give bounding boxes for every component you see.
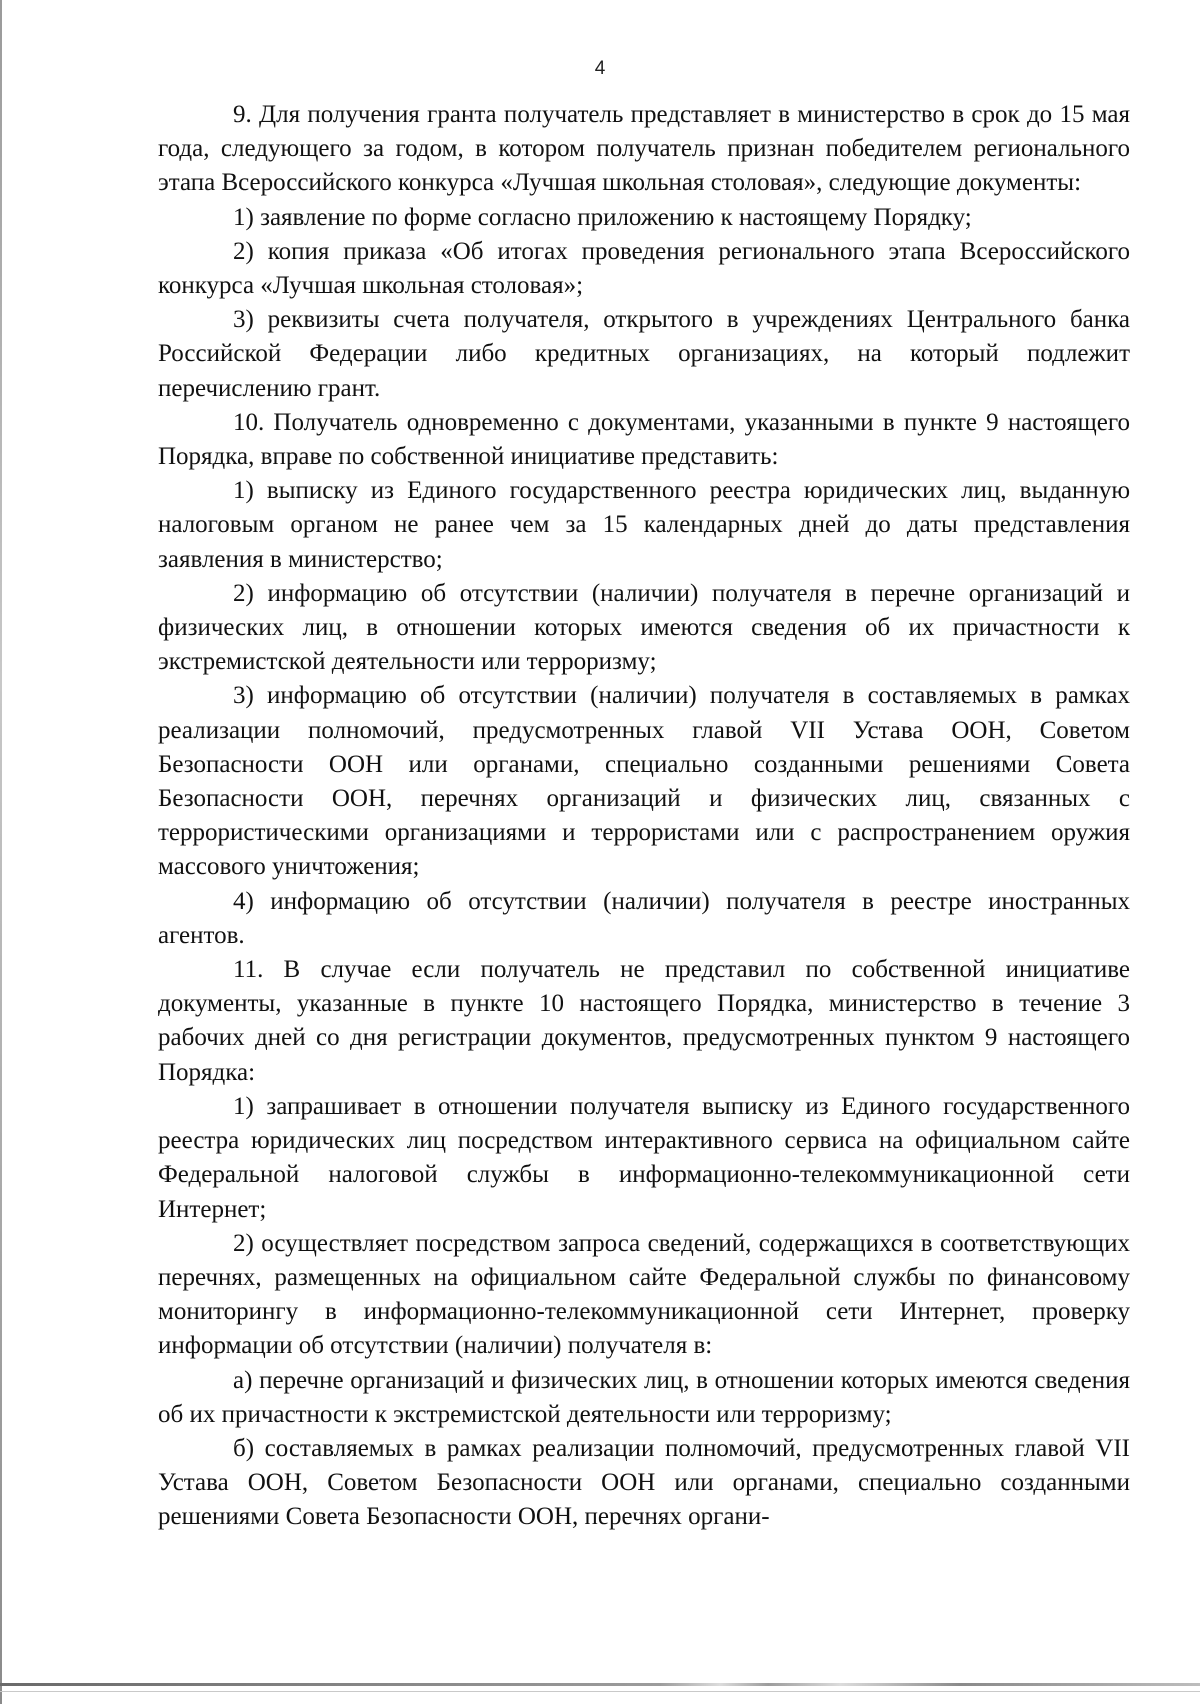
paragraph-11: 11. В случае если получатель не представил по собственной инициативе документы, указанные в пункте 10 настоящего Порядка, министерство в течение 3 рабочих дней со дня регистрации документов, предусмотренных пунктом 9 настоящего Порядка: bbox=[158, 956, 1130, 1086]
paragraph-11-item-1: 1) запрашивает в отношении получателя выписку из Единого государственного реестра юридических лиц посредством интерактивного сервиса на официальном сайте Федеральной налоговой службы в информационно-телекоммуникационной сети Интернет; bbox=[158, 1092, 1130, 1223]
paragraph-9: 9. Для получения гранта получатель представляет в министерство в срок до 15 мая года, следующего за годом, в котором получатель признан победителем регионального этапа Всероссийского конкурса «Лучшая школьная столовая», следующие документы: bbox=[158, 101, 1130, 197]
paragraph-11-item-2: 2) осуществляет посредством запроса сведений, содержащихся в соответствующих перечнях, размещенных на официальном сайте Федеральной службы по финансовому мониторингу в информационно-телекоммуникационной сети Интернет, проверку информации об отсутствии (наличии) получателя в: bbox=[158, 1229, 1130, 1360]
paragraph-9-item-3: 3) реквизиты счета получателя, открытого в учреждениях Центрального банка Российской Федерации либо кредитных организациях, на который подлежит перечислению грант. bbox=[158, 306, 1130, 402]
paragraph-10-item-3: 3) информацию об отсутствии (наличии) получателя в составляемых в рамках реализации полномочий, предусмотренных главой VII Устава ООН, Советом Безопасности ООН или органами, специально созданными решениями Совета Безопасности ООН, перечнях организаций и физических лиц, связанных с террористическими организациями и террористами или с распространением оружия массового уничтожения; bbox=[158, 682, 1130, 881]
scan-bottom-edge bbox=[0, 1683, 1200, 1686]
paragraph-10-item-1: 1) выписку из Единого государственного реестра юридических лиц, выданную налоговым органом не ранее чем за 15 календарных дней до даты представления заявления в министерство; bbox=[158, 477, 1130, 573]
paragraph-11-item-2-b: б) составляемых в рамках реализации полномочий, предусмотренных главой VII Устава ООН, Советом Безопасности ООН или органами, специально созданными решениями Совета Безопасности ООН, перечнях органи- bbox=[158, 1434, 1130, 1531]
paragraph-9-item-1: 1) заявление по форме согласно приложению к настоящему Порядку; bbox=[233, 203, 972, 231]
paragraph-11-item-2-a: а) перечне организаций и физических лиц, в отношении которых имеются сведения об их причастности к экстремистской деятельности или терроризму; bbox=[158, 1366, 1130, 1428]
paragraph-10-item-4: 4) информацию об отсутствии (наличии) получателя в реестре иностранных агентов. bbox=[158, 887, 1130, 949]
page-number: 4 bbox=[594, 58, 606, 79]
paragraph-9-item-2: 2) копия приказа «Об итогах проведения регионального этапа Всероссийского конкурса «Лучшая школьная столовая»; bbox=[158, 237, 1130, 300]
paragraph-10-item-2: 2) информацию об отсутствии (наличии) получателя в перечне организаций и физических лиц, в отношении которых имеются сведения об их причастности к экстремистской деятельности или терроризму; bbox=[158, 579, 1130, 676]
document-body bbox=[158, 98, 1130, 1535]
scan-bottom-edge-line bbox=[0, 1691, 1200, 1692]
scan-left-edge bbox=[0, 0, 2, 1704]
paragraph-10: 10. Получатель одновременно с документами, указанными в пункте 9 настоящего Порядка, вправе по собственной инициативе представить: bbox=[158, 408, 1130, 471]
